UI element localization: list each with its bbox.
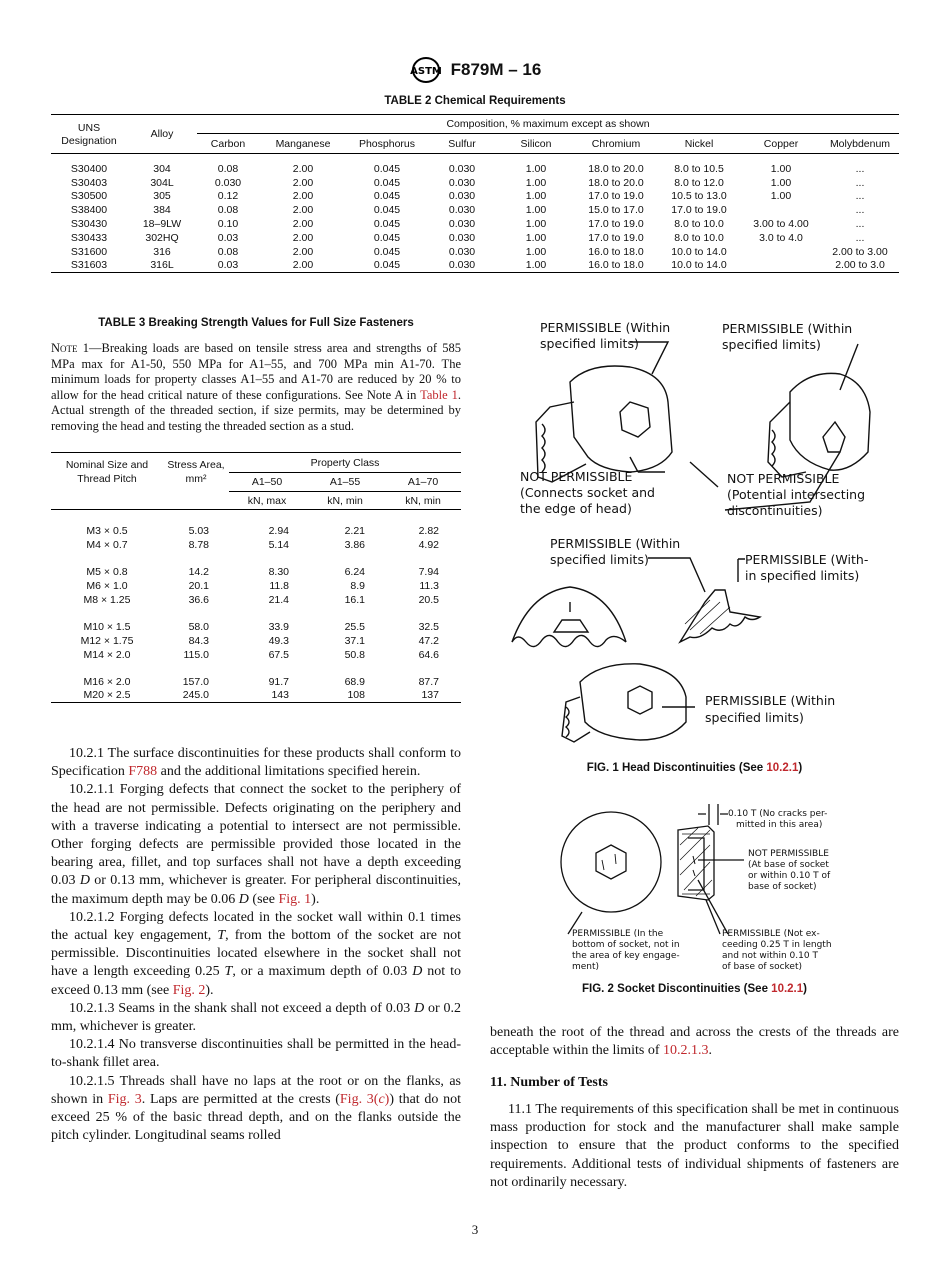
- fig1-caption-end: ): [798, 762, 803, 774]
- table-cell: 3.00 to 4.00: [753, 218, 809, 231]
- table-cell: 0.030: [448, 204, 476, 217]
- table-cell: S31600: [70, 245, 108, 258]
- table-cell: 305: [153, 190, 171, 203]
- section-11-text: [490, 1101, 899, 1192]
- right-column-continuation: [490, 1024, 899, 1060]
- fig2-label: base of socket): [748, 882, 817, 892]
- table-cell: 1.00: [770, 176, 792, 189]
- table-cell: 0.10: [217, 218, 239, 231]
- fig1-head-discontinuities: [490, 312, 910, 758]
- table-cell: 384: [153, 204, 171, 217]
- table-cell: 49.3: [268, 634, 289, 647]
- note-label: Note 1: [51, 341, 89, 355]
- table-cell: 1.00: [525, 176, 547, 189]
- table-cell: [741, 203, 821, 217]
- note-text: —Breaking loads are based on tensile stress area and strengths of 585 MPa max for A1-50, 550 MPa for A1–55, and 700 MPa min A1-70. The minimum loads for property classes A1–55 and A1-70 are reduced by 20 % to allow for the head critical nature of these configurations. See Note A in: [51, 341, 461, 402]
- table-cell: 0.030: [214, 176, 242, 189]
- fig1-label: PERMISSIBLE (Within: [722, 321, 853, 336]
- table-cell: 245.0: [163, 689, 229, 703]
- table2-caption: TABLE 2 Chemical Requirements: [384, 95, 566, 107]
- col-nominal-size: Nominal Size and Thread Pitch: [65, 459, 149, 486]
- fig2-caption-text: FIG. 2 Socket Discontinuities (See: [582, 983, 772, 995]
- table-cell: 0.030: [448, 190, 476, 203]
- table-cell: 2.00: [292, 245, 314, 258]
- table-row: [51, 162, 899, 176]
- table-cell: 2.82: [418, 524, 439, 537]
- fig1-label: PERMISSIBLE (Within: [540, 320, 671, 335]
- table-cell: 84.3: [188, 634, 209, 647]
- col-property-class: A1–55: [305, 473, 385, 492]
- 10-2-1-3-link[interactable]: 10.2.1.3: [663, 1043, 709, 1059]
- table-cell: 18–9LW: [142, 218, 182, 231]
- col-unit: kN, min: [385, 492, 461, 510]
- table-cell: 1.00: [497, 259, 575, 273]
- table-cell: 47.2: [418, 634, 439, 647]
- section-11-heading: 11. Number of Tests: [490, 1075, 608, 1090]
- fig2-label: 0.10 T (No cracks per-: [728, 809, 828, 819]
- para-10-2-1-3: 10.2.1.3 Seams in the shank shall not exceed a depth of 0.03 D or 0.2 mm, whichever is greater.: [51, 1000, 461, 1035]
- table-cell: M3 × 0.5: [86, 524, 128, 537]
- table-cell: 2.94: [268, 524, 289, 537]
- table-cell: 2.00 to 3.00: [832, 245, 888, 258]
- table-row: [51, 190, 899, 204]
- table-row: [51, 648, 461, 662]
- table-cell: 87.7: [418, 675, 439, 688]
- table-cell: ...: [855, 231, 865, 244]
- fig1-caption-link[interactable]: 10.2.1: [766, 762, 799, 774]
- fig2-link[interactable]: Fig. 2: [172, 982, 206, 998]
- table-cell: 17.0 to 19.0: [588, 218, 644, 231]
- fig2-label: PERMISSIBLE (Not ex-: [722, 929, 820, 939]
- table-cell: M20 × 2.5: [51, 689, 163, 703]
- table-cell: 0.045: [373, 245, 401, 258]
- left-column-text: [51, 745, 461, 1145]
- table-cell: S30500: [70, 190, 108, 203]
- table-cell: 2.00 to 3.0: [821, 259, 899, 273]
- table-cell: 64.6: [418, 648, 439, 661]
- table-cell: 8.0 to 10.5: [674, 162, 724, 175]
- table-cell: 137: [385, 689, 461, 703]
- col-stress-area: Stress Area, mm²: [167, 459, 225, 486]
- table-cell: 0.030: [427, 259, 497, 273]
- table-cell: 5.14: [268, 538, 289, 551]
- table-cell: 2.00: [292, 218, 314, 231]
- table-cell: 0.045: [373, 176, 401, 189]
- fig2-label: mitted in this area): [736, 820, 823, 830]
- fig1-label: PERMISSIBLE (Within: [705, 693, 836, 708]
- chemical-requirements-table: [51, 114, 899, 273]
- fig1-label: specified limits): [550, 552, 649, 567]
- table-cell: ...: [855, 204, 865, 217]
- table-cell: 0.03: [197, 259, 259, 273]
- table-cell: 0.045: [373, 204, 401, 217]
- fig2-label: of base of socket): [722, 962, 802, 972]
- fig2-label: (At base of socket: [748, 860, 829, 870]
- table-cell: 2.00: [292, 190, 314, 203]
- table-cell: 16.0 to 18.0: [588, 245, 644, 258]
- table-cell: 17.0 to 19.0: [588, 231, 644, 244]
- table-cell: 7.94: [418, 565, 439, 578]
- table-cell: S30400: [70, 162, 108, 175]
- table-cell: 0.045: [347, 259, 427, 273]
- col-uns: UNS Designation: [61, 122, 117, 147]
- col-unit: kN, max: [229, 492, 305, 510]
- table-cell: S31603: [51, 259, 127, 273]
- table-cell: 33.9: [268, 620, 289, 633]
- col-element: Sulfur: [448, 137, 476, 150]
- table-cell: 302HQ: [145, 231, 179, 244]
- fig2-label: ceeding 0.25 T in length: [722, 940, 832, 950]
- table-cell: 6.24: [344, 565, 365, 578]
- fig2-label: the area of key engage-: [572, 951, 680, 961]
- table-cell: 8.9: [350, 579, 365, 592]
- col-element: Nickel: [684, 137, 714, 150]
- table-cell: M12 × 1.75: [80, 634, 134, 647]
- fig2-caption: [490, 983, 899, 995]
- table-cell: ...: [855, 176, 865, 189]
- fig1-label: specified limits): [705, 710, 804, 725]
- fig1-label: PERMISSIBLE (With-: [745, 552, 869, 567]
- table-cell: 3.0 to 4.0: [759, 231, 803, 244]
- table-cell: 50.8: [344, 648, 365, 661]
- table-cell: M14 × 2.0: [83, 648, 131, 661]
- fig1-label: specified limits): [722, 337, 821, 352]
- table-cell: 1.00: [525, 190, 547, 203]
- table-row: [51, 217, 899, 231]
- table-cell: 0.08: [217, 245, 239, 258]
- col-element: Carbon: [210, 137, 246, 150]
- table-cell: 0.030: [448, 162, 476, 175]
- table-cell: S30430: [70, 218, 108, 231]
- standard-designation: F879M – 16: [450, 60, 542, 79]
- table-row: [51, 593, 461, 607]
- table-cell: 8.30: [268, 565, 289, 578]
- table-cell: 108: [305, 689, 385, 703]
- table-cell: 8.0 to 12.0: [674, 176, 724, 189]
- table-cell: 16.1: [344, 593, 365, 606]
- table-cell: 0.08: [217, 204, 239, 217]
- table-cell: 3.86: [344, 538, 365, 551]
- fig1-label: (Connects socket and: [520, 485, 655, 500]
- table-cell: S30403: [70, 176, 108, 189]
- table-cell: 16.0 to 18.0: [575, 259, 657, 273]
- table-row: [51, 675, 461, 689]
- fig2-caption-link[interactable]: 10.2.1: [771, 983, 804, 995]
- fig1-label: discontinuities): [727, 503, 823, 518]
- col-element: Phosphorus: [358, 137, 416, 150]
- fig2-label: bottom of socket, not in: [572, 940, 680, 950]
- table-cell: M16 × 2.0: [83, 675, 131, 688]
- fig2-label: NOT PERMISSIBLE: [748, 849, 829, 859]
- table-cell: M10 × 1.5: [83, 620, 131, 633]
- table-row: [51, 245, 899, 259]
- table-cell: 0.030: [448, 245, 476, 258]
- table-cell: 37.1: [344, 634, 365, 647]
- table-cell: [741, 259, 821, 273]
- para-10-2-1-4: 10.2.1.4 No transverse discontinuities shall be permitted in the head-to-shank fillet area.: [51, 1037, 461, 1071]
- col-element: Silicon: [520, 137, 552, 150]
- table-cell: 8.0 to 10.0: [674, 231, 724, 244]
- table-cell: 18.0 to 20.0: [588, 176, 644, 189]
- table-cell: 58.0: [188, 620, 209, 633]
- table-cell: 2.00: [292, 176, 314, 189]
- table-cell: 1.00: [770, 190, 792, 203]
- table-row: [51, 231, 899, 245]
- fig1-caption-text: FIG. 1 Head Discontinuities (See: [586, 762, 767, 774]
- table-cell: M4 × 0.7: [86, 538, 128, 551]
- table-cell: S38400: [70, 204, 108, 217]
- table-cell: 67.5: [268, 648, 289, 661]
- table-cell: 15.0 to 17.0: [588, 204, 644, 217]
- table-cell: 316: [153, 245, 171, 258]
- table-cell: 316L: [127, 259, 197, 273]
- table-cell: 10.5 to 13.0: [671, 190, 727, 203]
- col-element: Manganese: [275, 137, 331, 150]
- table-cell: 115.0: [183, 648, 209, 661]
- page-number: 3: [471, 1222, 479, 1237]
- table-cell: 5.03: [188, 524, 209, 537]
- table-cell: 91.7: [268, 675, 289, 688]
- table-cell: 14.2: [188, 565, 209, 578]
- fig1-caption: [490, 762, 899, 774]
- fig1-label: NOT PERMISSIBLE: [727, 471, 840, 486]
- para-10-2-1: 10.2.1 The surface discontinuities for these products shall conform to Specification F788 and the additional limitations specified herein.: [51, 746, 461, 780]
- table-row: [51, 620, 461, 634]
- table-cell: ...: [855, 218, 865, 231]
- table-cell: 0.03: [217, 231, 239, 244]
- para-10-2-1-5: 10.2.1.5 Threads shall have no laps at the root or on the flanks, as shown in Fig. 3. Laps are permitted at the crests (Fig. 3(c)) that do not exceed 25 % of the basic thread depth, and on the flanks outside the pitch cylinder. Longitudinal seams rolled: [51, 1073, 461, 1144]
- table-cell: 2.00: [292, 204, 314, 217]
- table-row: [51, 203, 899, 217]
- table-cell: 0.045: [373, 218, 401, 231]
- table-cell: 21.4: [268, 593, 289, 606]
- table-cell: 18.0 to 20.0: [588, 162, 644, 175]
- fig1-link[interactable]: Fig. 1: [278, 891, 312, 907]
- fig2-label: ment): [572, 962, 600, 972]
- fig1-label: PERMISSIBLE (Within: [550, 536, 681, 551]
- table-cell: M8 × 1.25: [83, 593, 131, 606]
- table-cell: 20.5: [418, 593, 439, 606]
- page-header: [0, 56, 950, 84]
- para-10-2-1-2: 10.2.1.2 Forging defects located in the socket wall within 0.1 times the actual key engagement, T, from the bottom of the socket are not permissible. Discontinuities located elsewhere in the socket shall not have a length exceeding 0.25 T, or a maximum depth of 0.03 D not to exceed 0.13 mm (see Fig. 2).: [51, 909, 462, 998]
- fig2-label: or within 0.10 T of: [748, 871, 831, 881]
- table-cell: 1.00: [525, 204, 547, 217]
- table-cell: 2.00: [292, 231, 314, 244]
- table-cell: 0.045: [373, 231, 401, 244]
- table-row: [51, 524, 461, 538]
- table-cell: 143: [229, 689, 305, 703]
- table-cell: M6 × 1.0: [86, 579, 128, 592]
- svg-text:ASTM: ASTM: [409, 66, 442, 77]
- para-11-1: 11.1 The requirements of this specification shall be met in continuous mass production for stock and the manufacturer shall make sample inspection to ensure that the product conforms to the specified requirements. Additional tests of individual shipments of fasteners are not ordinarily necessary.: [490, 1102, 899, 1190]
- col-element: Copper: [763, 137, 799, 150]
- fig1-label: the edge of head): [520, 501, 632, 516]
- table-cell: 11.8: [269, 579, 289, 592]
- table-row: [51, 565, 461, 579]
- table-cell: 10.0 to 14.0: [671, 245, 727, 258]
- f788-link[interactable]: F788: [128, 764, 158, 780]
- fig1-label: specified limits): [540, 336, 639, 351]
- col-property-class: A1–50: [229, 473, 305, 492]
- fig2-label: PERMISSIBLE (In the: [572, 929, 664, 939]
- fig2-socket-discontinuities: [548, 800, 898, 980]
- fig2-label: and not within 0.10 T: [722, 951, 818, 961]
- table-cell: 157.0: [182, 675, 209, 688]
- table-cell: S30433: [70, 231, 108, 244]
- table-cell: 2.00: [259, 259, 347, 273]
- table-cell: ...: [855, 162, 865, 175]
- table-cell: 1.00: [770, 162, 792, 175]
- col-element: Chromium: [591, 137, 641, 150]
- table-cell: 0.045: [373, 190, 401, 203]
- table-row: [51, 689, 461, 703]
- table-cell: M5 × 0.8: [86, 565, 128, 578]
- table-cell: 17.0 to 19.0: [671, 204, 727, 217]
- table-cell: 11.3: [419, 579, 439, 592]
- table-cell: 1.00: [525, 245, 547, 258]
- note-text-end: . Actual strength of the threaded section, if size permits, may be determined by removing the head and testing the threaded section as a stud.: [51, 387, 461, 433]
- table-cell: 17.0 to 19.0: [588, 190, 644, 203]
- table-row: [51, 634, 461, 648]
- table3-note: [51, 341, 461, 435]
- table-cell: [741, 245, 821, 259]
- table-cell: ...: [855, 190, 865, 203]
- astm-logo-icon: [409, 56, 443, 84]
- table-cell: 2.00: [292, 162, 314, 175]
- table-row: [51, 579, 461, 593]
- table-cell: 32.5: [418, 620, 439, 633]
- table-cell: 2.21: [344, 524, 365, 537]
- fig3-link[interactable]: Fig. 3: [107, 1091, 142, 1107]
- table-cell: 8.78: [188, 538, 209, 551]
- property-class-header: Property Class: [310, 456, 380, 469]
- fig1-label: (Potential intersecting: [727, 487, 866, 502]
- table-cell: 1.00: [525, 218, 547, 231]
- table-cell: 304: [153, 162, 171, 175]
- table-cell: 0.030: [448, 176, 476, 189]
- breaking-strength-table: [51, 452, 461, 703]
- fig1-label: NOT PERMISSIBLE: [520, 469, 633, 484]
- table-row: [51, 538, 461, 552]
- table-cell: 1.00: [525, 231, 547, 244]
- composition-header: Composition, % maximum except as shown: [446, 118, 650, 130]
- table-cell: 0.12: [217, 190, 239, 203]
- table-cell: 68.9: [344, 675, 365, 688]
- col-unit: kN, min: [305, 492, 385, 510]
- para-continuation: beneath the root of the thread and across the crests of the threads are acceptable within the limits of 10.2.1.3.: [490, 1025, 899, 1059]
- table-row: [51, 176, 899, 190]
- table-cell: 20.1: [188, 579, 209, 592]
- table-cell: 0.045: [373, 162, 401, 175]
- para-10-2-1-1: 10.2.1.1 Forging defects that connect the socket to the periphery of the head are not permissible. Defects originating on the periphery and with a traverse indicating a potential to intersect are not permissible. Other forging defects are permissible provided those located in the bearing area, fillet, and top surfaces shall not have a depth exceeding 0.03 D or 0.13 mm, whichever is greater. For peripheral discontinuities, the maximum depth may be 0.06 D (see Fig. 1).: [51, 782, 461, 907]
- table-cell: 4.92: [418, 538, 439, 551]
- table3-caption: TABLE 3 Breaking Strength Values for Full Size Fasteners: [98, 317, 414, 329]
- col-element: Molybdenum: [829, 137, 891, 150]
- col-alloy: Alloy: [150, 128, 174, 140]
- table-cell: 0.08: [217, 162, 239, 175]
- table-cell: 36.6: [188, 593, 209, 606]
- table-cell: 8.0 to 10.0: [674, 218, 724, 231]
- table1-link[interactable]: Table 1: [420, 387, 458, 402]
- col-property-class: A1–70: [385, 473, 461, 492]
- table-cell: 0.030: [448, 231, 476, 244]
- table-cell: 0.030: [448, 218, 476, 231]
- table-cell: 1.00: [525, 162, 547, 175]
- fig3c-link[interactable]: Fig. 3(c): [339, 1091, 390, 1107]
- fig2-caption-end: ): [803, 983, 807, 995]
- table-cell: 25.5: [344, 620, 365, 633]
- table-cell: 10.0 to 14.0: [657, 259, 741, 273]
- fig1-label: in specified limits): [745, 568, 860, 583]
- table-cell: 304L: [150, 176, 174, 189]
- table-row: [51, 259, 899, 273]
